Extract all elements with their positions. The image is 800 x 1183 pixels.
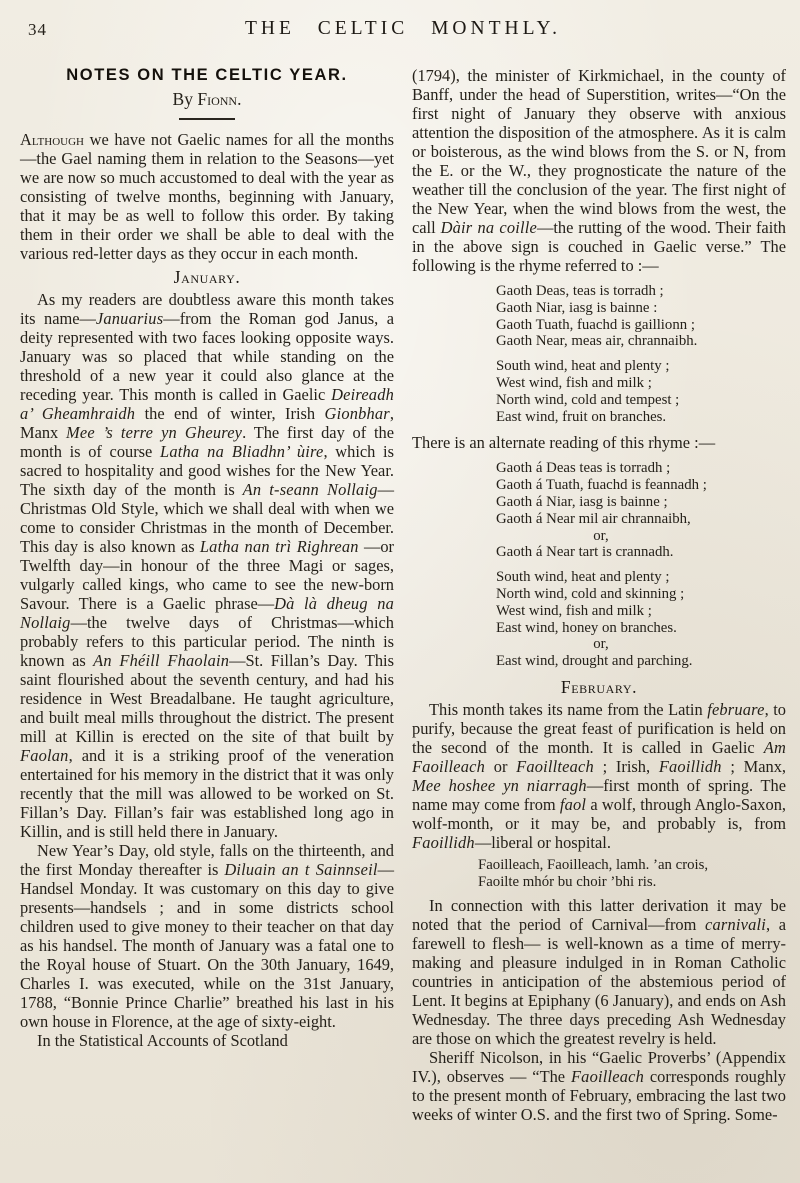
text-run: This month takes its name from the Latin (429, 699, 708, 719)
text-run: , and it is a striking proof of the veneration entertained for his memory in the district that it was only recently that the mill was allowed to be worked on St. Fillan’s Day. Fillan’s fair was established long ago in Killin, and is still held there in January. (20, 746, 394, 841)
verse-line: East wind, drought and parching. (496, 653, 693, 670)
text-run: —from the Roman god Janus, a deity represented with two faces looking opposite ways. January was so placed that while standing on the threshold of a new year it could also glance at the receding year. This month is called in Gaelic (20, 309, 394, 404)
verse-line: Gaoth Niar, iasg is bainne : (496, 299, 658, 316)
italic-text: Faolan (20, 746, 69, 765)
italic-text: Dà là dheug na Nollaig (20, 594, 394, 632)
text-run: Sheriff Nicolson, in his “Gaelic Proverbs’ (Appendix IV.), observes — “The (412, 1047, 786, 1086)
italic-text: Faoilleach (570, 1066, 644, 1086)
byline-rule (179, 118, 235, 120)
verse-line: South wind, heat and plenty ; (496, 358, 670, 375)
italic-text: februare (707, 699, 765, 719)
article-byline (20, 90, 394, 109)
verse-block (478, 857, 786, 891)
text-run: There is an alternate reading of this rhyme :— (412, 433, 716, 453)
text-run: —St. Fillan’s Day. This saint flourished about the seventh century, and had his residence in West Breadalbane. He taught agriculture, and built meal mills throughout the district. The present mill at Killin is erected on the site of that built by (20, 651, 394, 746)
text-run: As my readers are doubtless aware this month takes its name— (20, 290, 394, 328)
verse-line: West wind, fish and milk ; (496, 602, 652, 619)
left-column-blocks (20, 130, 394, 1050)
italic-text: Januarius (95, 309, 164, 328)
text-run: —first month of spring. The name may come from (412, 775, 786, 814)
text-run: ; Manx, (721, 756, 786, 776)
text-run: the end of winter, Irish (135, 404, 325, 423)
verse-line: or, (593, 636, 609, 653)
text-run: corresponds roughly to the present month of February, embracing the last two weeks of winter O.S. and the first two of Spring. Some- (412, 1066, 786, 1124)
right-column-blocks (412, 66, 786, 1124)
journal-title: THE CELTIC MONTHLY. (244, 18, 561, 39)
text-run: or (485, 756, 517, 776)
verse-line: East wind, fruit on branches. (496, 408, 667, 425)
italic-text: An t-seann Nollaig (242, 480, 378, 499)
verse-line: West wind, fish and milk ; (496, 374, 652, 391)
text-run: —liberal or hospital. (474, 832, 611, 852)
verse-line: Gaoth Tuath, fuachd is gaillionn ; (496, 316, 695, 333)
italic-text: Latha nan trì Righrean (199, 537, 359, 556)
text-run: . The first day of the month is of course (20, 423, 394, 461)
italic-text: An Fhéill Fhaolain (93, 651, 230, 670)
article-title: NOTES ON THE CELTIC YEAR. (66, 66, 348, 84)
italic-text: Faoillidh (412, 832, 475, 852)
byline-prefix: By (172, 89, 193, 109)
verse-line: Faoilte mhór bu choir ’bhi ris. (478, 873, 657, 890)
byline-author: Fionn. (197, 89, 242, 109)
verse-block (496, 569, 786, 670)
verse-line: Gaoth á Tuath, fuachd is feannadh ; (496, 477, 707, 494)
italic-text: Faoillteach (516, 756, 594, 776)
body-paragraph (412, 433, 786, 452)
text-run: New Year’s Day, old style, falls on the thirteenth, and the first Monday thereafter is (20, 841, 394, 879)
page-header (20, 14, 786, 44)
verse-line: Gaoth Deas, teas is torradh ; (496, 283, 664, 299)
verse-line: South wind, heat and plenty ; (496, 569, 670, 586)
verse-line: North wind, cold and skinning ; (496, 585, 685, 602)
verse-line: Gaoth á Niar, iasg is bainne ; (496, 493, 668, 510)
section-heading: January. (173, 267, 241, 287)
text-run: a wolf, through Anglo-Saxon, wolf-month, or it may be, and probably is, from (412, 794, 786, 833)
body-paragraph (412, 896, 786, 1048)
italic-text: faol (559, 794, 587, 814)
italic-text: Diluain an t Sainnseil (224, 860, 378, 879)
text-run: In connection with this latter derivation it may be noted that the period of Carnival—from (412, 895, 786, 934)
verse-line: East wind, honey on branches. (496, 619, 677, 636)
text-run: (1794), the minister of Kirkmichael, in the county of Banff, under the head of Superstition, writes—“On the first night of January they observe with anxious attention the disposition of the atmosphere. As it is calm or boisterous, as the wind blows from the S. or N, from the E. or the W., they prognosticate the nature of the weather till the conclusion of the year. The first night of the New Year, when the wind blows from the west, the call (412, 66, 786, 237)
italic-text: carnivali (705, 914, 766, 934)
smallcaps-text: Although (20, 130, 84, 149)
left-column (20, 66, 394, 1124)
body-paragraph (20, 1031, 394, 1050)
text-run: —Handsel Monday. It was customary on this day to give presents—handsels ; and in some districts school children used to give money to their teacher on that day as his handsel. The month of January was a fatal one to the Royal house of Stuart. On the 30th January, 1649, Charles I. was executed, while on the 31st January, 1788, “Bonnie Prince Charlie” breathed his last in his own house in Florence, at the age of sixty-eight. (20, 860, 394, 1031)
body-paragraph (412, 700, 786, 852)
italic-text: Mee ’s terre yn Gheurey (66, 423, 243, 442)
text-run: —the twelve days of Christmas—which probably refers to this particular period. The ninth is known as (20, 613, 394, 670)
text-run: In the Statistical Accounts of Scotland (37, 1031, 288, 1050)
verse-line: Gaoth á Deas teas is torradh ; (496, 460, 671, 477)
page-number: 34 (28, 20, 47, 39)
verse-block (496, 460, 786, 561)
body-paragraph (412, 66, 786, 275)
verse-line: Gaoth Near, meas air, chrannaibh. (496, 333, 698, 350)
right-column (412, 66, 786, 1124)
text-columns (20, 66, 786, 1124)
text-run: we have not Gaelic names for all the months—the Gael naming them in relation to the Seasons—yet we are now so much accustomed to deal with the year as consisting of twelve months, beginning with January, that it may be as well to follow this order. By taking them in their order we shall be able to deal with the various red-letter days as they occur in each month. (20, 130, 394, 263)
verse-line: North wind, cold and tempest ; (496, 391, 680, 408)
verse-line: Gaoth á Near tart is crannadh. (496, 544, 674, 561)
italic-text: Latha na Bliadhn’ ùire (160, 442, 324, 461)
italic-text: Dàir na coille (440, 218, 537, 237)
text-run: —Christmas Old Style, which we shall deal with when we come to consider Christmas in the month of December. This day is also known as (20, 480, 394, 556)
text-run: ; Irish, (593, 756, 659, 776)
italic-text: Faoillidh (658, 756, 722, 776)
section-heading: February. (560, 676, 638, 697)
article-head (20, 66, 394, 120)
text-run: , a farewell to flesh— is well-known as a time of merry-making and pleasure indulged in in Roman Catholic countries in anticipation of the abstemious period of Lent. It begins at Epiphany (6 January), and ends on Ash Wednesday. The three days preceding Ash Wednesday are those on which the greatest revelry is held. (412, 914, 786, 1048)
verse-line: or, (593, 527, 609, 544)
text-run: , to purify, because the great feast of purification is held on the second of the month. It is called in Gaelic (412, 699, 786, 757)
italic-text: Mee hoshee yn niarragh (412, 775, 587, 795)
body-paragraph (412, 1048, 786, 1124)
verse-block (496, 283, 786, 350)
italic-text: Deireadh a’ Gheamhraidh (20, 385, 394, 423)
body-paragraph (20, 290, 394, 841)
text-run: , which is sacred to hospitality and good wishes for the New Year. The sixth day of the month is (20, 442, 394, 499)
italic-text: Am Faoilleach (412, 737, 786, 776)
verse-block (496, 358, 786, 425)
verse-line: Faoilleach, Faoilleach, lamh. ’an crois, (478, 856, 709, 873)
body-paragraph (20, 841, 394, 1031)
verse-line: Gaoth á Near mil air chrannaibh, (496, 510, 691, 527)
italic-text: Gionbhar (324, 404, 390, 423)
text-run: , Manx (20, 404, 394, 442)
text-run: —or Twelfth day—in honour of the three Magi or sages, vulgarly called kings, who came to see the new-born Savour. There is a Gaelic phrase— (20, 537, 394, 613)
body-paragraph (20, 130, 394, 263)
text-run: —the rutting of the wood. Their faith in the above sign is couched in Gaelic verse.” The following is the rhyme referred to :— (412, 218, 786, 275)
